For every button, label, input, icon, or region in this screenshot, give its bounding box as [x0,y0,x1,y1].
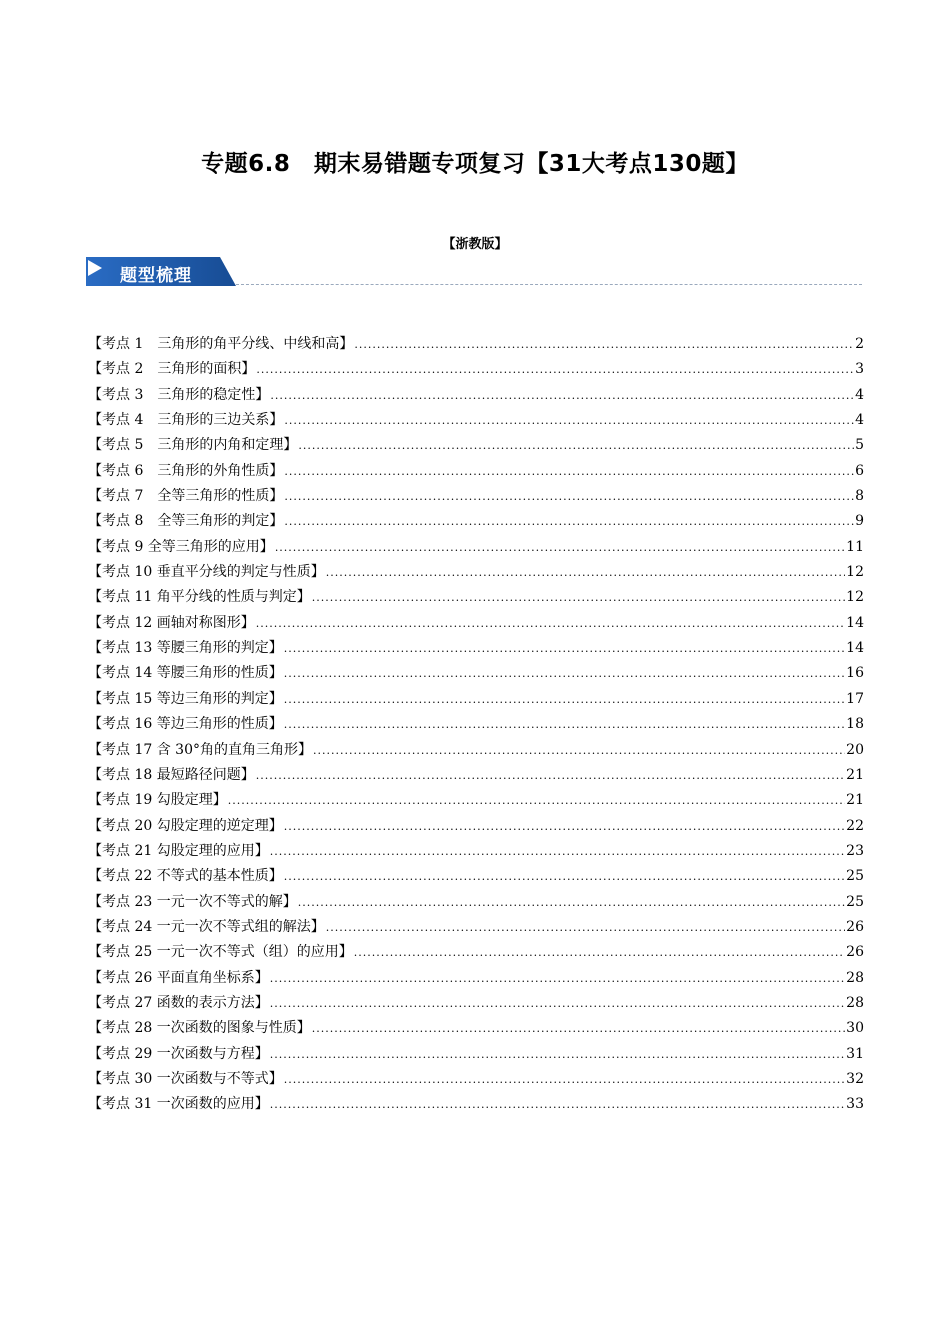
toc-entry-label: 【考点 13 等腰三角形的判定】 [88,640,283,657]
toc-entry-page: 22 [846,817,864,834]
toc-entry-label: 【考点 8 全等三角形的判定】 [88,513,284,530]
toc-entry[interactable] [88,763,864,788]
toc-leader-dots [284,712,845,737]
toc-entry-label: 【考点 9 全等三角形的应用】 [88,538,274,555]
toc-entry-label: 【考点 7 全等三角形的性质】 [88,488,284,505]
toc-entry-page: 26 [846,944,864,961]
toc-entry[interactable] [88,332,864,357]
toc-entry-page: 21 [846,766,864,783]
toc-leader-dots [270,1042,845,1067]
toc-leader-dots [284,687,845,712]
toc-entry[interactable] [88,408,864,433]
toc-entry[interactable] [88,788,864,813]
toc-leader-dots [284,814,845,839]
toc-entry-label: 【考点 29 一次函数与方程】 [88,1045,269,1062]
toc-entry[interactable] [88,1042,864,1067]
toc-entry-page: 26 [846,918,864,935]
toc-entry-label: 【考点 12 画轴对称图形】 [88,614,255,631]
toc-entry[interactable] [88,661,864,686]
toc-entry-page: 9 [855,513,864,530]
toc-leader-dots [354,332,854,357]
toc-leader-dots [284,864,845,889]
toc-entry-label: 【考点 6 三角形的外角性质】 [88,462,284,479]
toc-leader-dots [284,661,845,686]
toc-entry-label: 【考点 24 一元一次不等式组的解法】 [88,918,325,935]
toc-entry[interactable] [88,636,864,661]
toc-entry[interactable] [88,357,864,382]
toc-entry-page: 2 [855,336,864,352]
toc-leader-dots [284,636,845,661]
toc-entry-label: 【考点 25 一元一次不等式（组）的应用】 [88,944,353,961]
toc-leader-dots [270,839,845,864]
toc-entry-page: 31 [846,1045,864,1062]
toc-entry[interactable] [88,1016,864,1041]
toc-entry-page: 12 [846,564,864,581]
section-banner [86,257,236,286]
toc-leader-dots [270,383,854,408]
toc-entry-label: 【考点 14 等腰三角形的性质】 [88,665,283,682]
toc-entry-page: 20 [846,741,864,758]
toc-entry-page: 12 [846,589,864,606]
toc-entry-page: 11 [846,538,864,555]
toc-entry[interactable] [88,484,864,509]
toc-leader-dots [284,459,854,484]
toc-entry[interactable] [88,966,864,991]
toc-entry[interactable] [88,687,864,712]
toc-entry-label: 【考点 15 等边三角形的判定】 [88,690,283,707]
toc-entry-page: 8 [855,488,864,505]
toc-leader-dots [284,509,854,534]
toc-entry-label: 【考点 5 三角形的内角和定理】 [88,437,298,454]
page-title: 专题6.8 期末易错题专项复习【31大考点130题】 [201,151,749,177]
edition-label: 【浙教版】 [442,237,508,252]
toc-entry-label: 【考点 26 平面直角坐标系】 [88,969,269,986]
toc-leader-dots [228,788,845,813]
toc-entry-label: 【考点 1 三角形的角平分线、中线和高】 [88,336,354,352]
toc-entry-page: 21 [846,792,864,809]
toc-leader-dots [284,1067,845,1092]
toc-entry-label: 【考点 19 勾股定理】 [88,792,227,809]
toc-leader-dots [313,738,845,763]
toc-entry[interactable] [88,535,864,560]
toc-entry-label: 【考点 31 一次函数的应用】 [88,1096,269,1113]
play-arrow-icon [86,257,104,279]
toc-entry-label: 【考点 23 一元一次不等式的解】 [88,893,297,910]
toc-leader-dots [298,890,845,915]
toc-entry-label: 【考点 20 勾股定理的逆定理】 [88,817,283,834]
toc-leader-dots [270,966,845,991]
toc-entry-page: 6 [855,462,864,479]
toc-leader-dots [284,484,854,509]
toc-leader-dots [256,357,854,382]
toc-entry[interactable] [88,991,864,1016]
toc-entry-label: 【考点 17 含 30°角的直角三角形】 [88,741,312,758]
toc-entry-label: 【考点 30 一次函数与不等式】 [88,1070,283,1087]
toc-leader-dots [354,940,845,965]
toc-entry[interactable] [88,585,864,610]
toc-entry-page: 14 [846,614,864,631]
toc-entry-page: 25 [846,868,864,885]
toc-leader-dots [312,585,845,610]
toc-entry[interactable] [88,1067,864,1092]
toc-entry[interactable] [88,509,864,534]
toc-entry[interactable] [88,890,864,915]
toc-leader-dots [298,433,854,458]
toc-entry[interactable] [88,433,864,458]
toc-entry-page: 14 [846,640,864,657]
toc-entry-label: 【考点 22 不等式的基本性质】 [88,868,283,885]
toc-entry-label: 【考点 10 垂直平分线的判定与性质】 [88,564,325,581]
toc-entry[interactable] [88,738,864,763]
toc-entry-label: 【考点 28 一次函数的图象与性质】 [88,1020,311,1037]
toc-entry-page: 23 [846,842,864,859]
toc-entry-page: 5 [855,437,864,454]
toc-entry-page: 25 [846,893,864,910]
toc-entry-label: 【考点 21 勾股定理的应用】 [88,842,269,859]
toc-entry[interactable] [88,383,864,408]
toc-entry-label: 【考点 4 三角形的三边关系】 [88,412,284,429]
toc-leader-dots [270,1092,845,1117]
toc-entry-page: 33 [846,1096,864,1113]
toc-entry[interactable] [88,459,864,484]
toc-leader-dots [256,763,845,788]
toc-entry-page: 30 [846,1020,864,1037]
toc-entry[interactable] [88,940,864,965]
toc-entry[interactable] [88,560,864,585]
toc-entry-label: 【考点 16 等边三角形的性质】 [88,716,283,733]
toc-leader-dots [256,611,845,636]
toc-entry-page: 28 [846,969,864,986]
toc-leader-dots [312,1016,845,1041]
table-of-contents [88,332,864,1118]
toc-entry-label: 【考点 27 函数的表示方法】 [88,994,269,1011]
toc-entry-page: 4 [855,412,864,429]
section-divider [236,284,862,285]
toc-entry[interactable] [88,839,864,864]
toc-entry-page: 18 [846,716,864,733]
section-label: 题型梳理 [120,266,192,286]
toc-entry[interactable] [88,611,864,636]
toc-entry-label: 【考点 11 角平分线的性质与判定】 [88,589,311,606]
toc-entry[interactable] [88,1092,864,1117]
toc-entry-label: 【考点 18 最短路径问题】 [88,766,255,783]
toc-leader-dots [270,991,845,1016]
toc-entry[interactable] [88,915,864,940]
toc-entry[interactable] [88,814,864,839]
toc-entry-page: 32 [846,1070,864,1087]
toc-entry[interactable] [88,712,864,737]
toc-entry-page: 16 [846,665,864,682]
toc-leader-dots [275,535,845,560]
toc-entry-label: 【考点 2 三角形的面积】 [88,361,256,378]
toc-entry-page: 4 [855,386,864,403]
toc-leader-dots [284,408,854,433]
toc-entry-page: 3 [855,361,864,378]
toc-leader-dots [326,915,845,940]
toc-entry-page: 17 [846,690,864,707]
toc-leader-dots [326,560,845,585]
toc-entry[interactable] [88,864,864,889]
toc-entry-label: 【考点 3 三角形的稳定性】 [88,386,270,403]
toc-entry-page: 28 [846,994,864,1011]
